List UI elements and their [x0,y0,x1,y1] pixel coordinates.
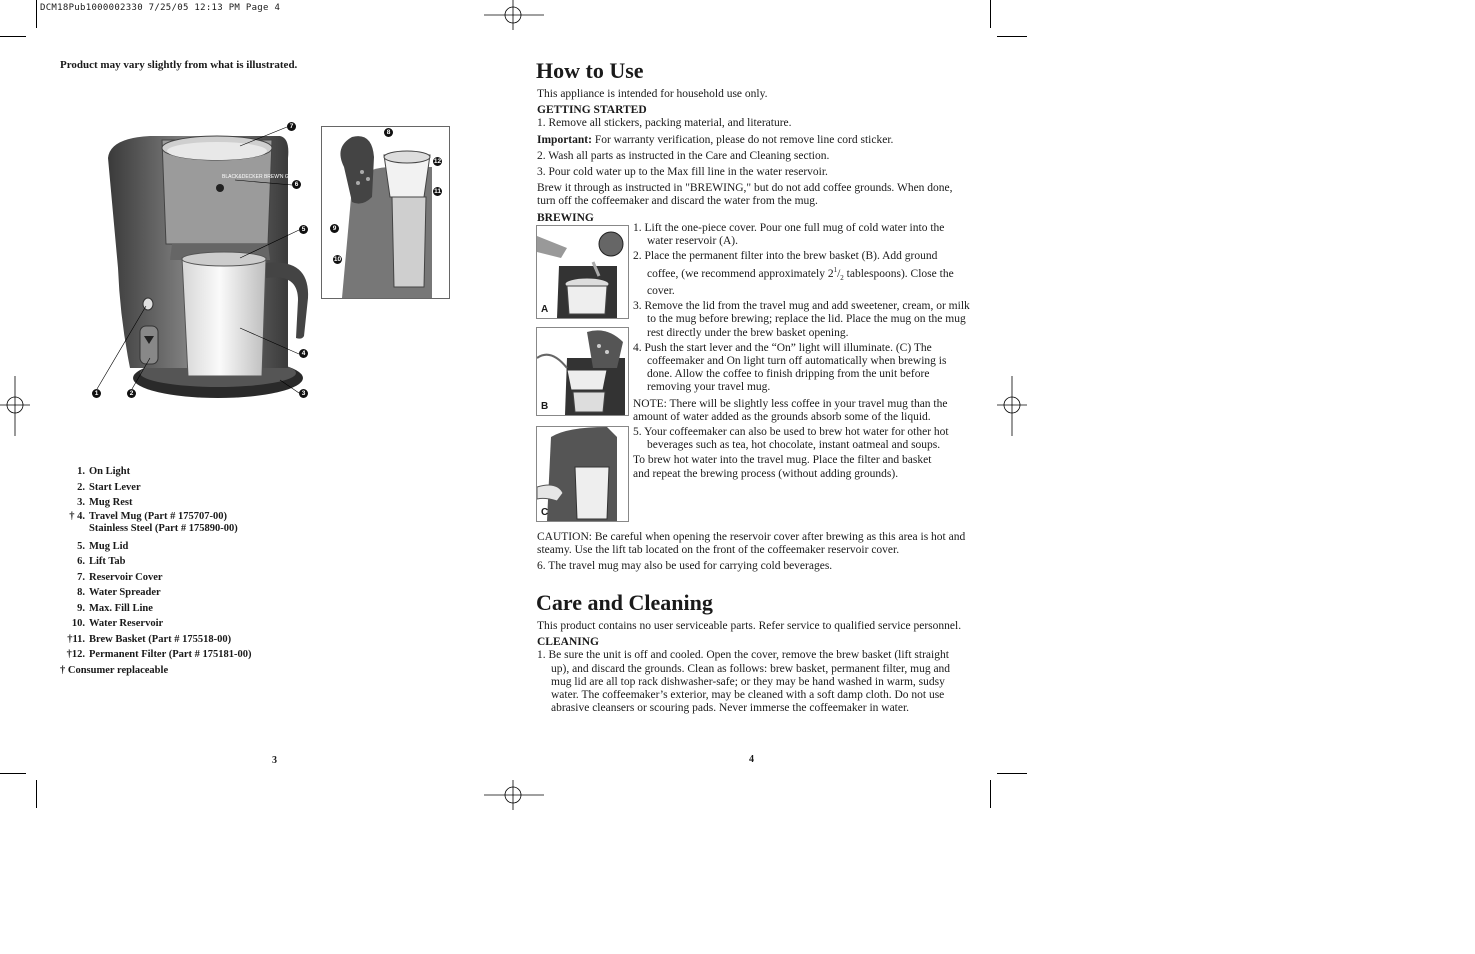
list-item: 10. Water Reservoir [71,618,164,629]
list-item: †12. Permanent Filter (Part # 175181-00) [66,649,252,660]
figure-label: C [541,507,549,518]
figure-b-adding-filter [536,327,629,416]
caution-text: CAUTION: Be careful when opening the reservoir cover after brewing as this area is hot and steamy. Use the lift tab located on the front of the coffeemaker reservoir cover. [537,531,966,557]
cleaning-heading: CLEANING [537,636,599,649]
brewing-steps [633,222,971,481]
caution-section [537,531,969,574]
brewing-note: NOTE: There will be slightly less coffee in your travel mug than the amount of water added as the grounds absorb some of the liquid. [633,397,948,423]
care-and-cleaning-title: Care and Cleaning [536,590,713,615]
brewing-step-6: 6. The travel mug may also be used for carrying cold beverages. [537,560,833,573]
page-number-right: 4 [749,754,754,765]
care-and-cleaning-body [537,620,969,715]
callout-marker: 4 [299,349,308,358]
callout-marker: 7 [287,122,296,131]
important-note: Important: For warranty verification, please do not remove line cord sticker. [537,133,894,146]
crop-mark [0,36,26,37]
brewing-step-1: 1. Lift the one-piece cover. Pour one full mug of cold water into the water reservoir (A). [633,222,945,248]
consumer-replaceable-footnote: † Consumer replaceable [60,665,169,676]
getting-started-brew-note: Brew it through as instructed in "BREWING," but do not add coffee grounds. When done, turn off the coffeemaker and discard the water from the mug. [537,182,953,208]
getting-started-heading: GETTING STARTED [537,104,647,117]
brand-logo: BLACK&DECKER BREW'N GO [222,174,293,180]
cleaning-step-1: 1. Be sure the unit is off and cooled. Open the cover, remove the brew basket (lift straight up), and discard the grounds. Clean as follows: brew basket, permanent filter, mug and mug lid are all top rack dishwasher-safe; or they may be hand washed in warm, sudsy water. The coffeemaker’s exterior, may be cleaned with a soft damp cloth. Do not use abrasive cleansers or scouring pads. Never immerse the coffeemaker in water. [537,649,951,715]
brewing-step-3: 3. Remove the lid from the travel mug and add sweetener, cream, or milk to the mug before brewing; replace the lid. Place the mug on the mug rest directly under the brew basket opening. [633,300,970,339]
figure-a-pouring-water [536,225,629,319]
hot-water-instructions: To brew hot water into the travel mug. Place the filter and basket and repeat the brewing process (without adding grounds). [633,454,932,480]
callout-marker: 1 [92,389,101,398]
figure-label: A [541,304,549,315]
callout-marker: 2 [127,389,136,398]
crop-mark [36,0,37,28]
list-item: 5. Mug Lid [77,540,129,552]
figure-label: B [541,401,549,412]
intro-text: This appliance is intended for household use only. [537,88,768,100]
registration-mark-icon [0,376,30,436]
callout-marker: 9 [330,224,339,233]
brewing-step-2: 2. Place the permanent filter into the brew basket (B). Add ground coffee, (we recommend approximately $2^1/_2$ tablespoons). Close the cover. [633,250,954,297]
registration-mark-icon [997,376,1027,436]
leader-lines [90,118,320,410]
reservoir-inset-illustration [321,126,450,299]
crop-mark [997,773,1027,774]
getting-started-step-1: 1. Remove all stickers, packing material, and literature. [537,117,792,130]
brewing-step-5: 5. Your coffeemaker can also be used to brew hot water for other hot beverages such as tea, hot chocolate, instant oatmeal and soups. [633,425,949,452]
parts-list [55,464,335,663]
brewing-step-4: 4. Push the start lever and the “On” light will illuminate. (C) The coffeemaker and On light turn off automatically when brewing is done. Allow the coffee to finish dripping from the unit before removing your travel mug. [633,341,947,394]
callout-marker: 11 [434,188,441,195]
callout-marker: 6 [292,180,301,189]
list-item: 7. Reservoir Cover [77,571,163,583]
care-intro: This product contains no user serviceable parts. Refer service to qualified service personnel. [537,620,962,632]
list-item: 2. Start Lever [77,481,141,493]
callout-marker: 3 [299,389,308,398]
callout-marker: 10 [333,256,342,263]
print-slug: DCM18Pub1000002330 7/25/05 12:13 PM Page 4 [40,3,281,13]
callout-marker: 5 [299,225,308,234]
callout-marker: 8 [384,128,393,137]
list-item: 8. Water Spreader [77,587,161,598]
list-item: 1. On Light [77,466,131,477]
crop-mark [0,773,26,774]
registration-mark-icon [484,780,544,810]
list-item: † 4. Travel Mug (Part # 175707-00) Stainless Steel (Part # 175890-00) [69,510,238,534]
figure-c-start-lever [536,426,629,522]
how-to-use-title: How to Use [536,58,644,83]
list-item: †11. Brew Basket (Part # 175518-00) [67,633,232,645]
page-number-left: 3 [272,755,277,766]
crop-mark [997,36,1027,37]
callout-marker: 12 [433,158,442,165]
how-to-use-body [537,88,969,225]
crop-mark [990,0,991,28]
list-item: 3. Mug Rest [77,497,133,508]
crop-mark [990,780,991,808]
crop-mark [36,780,37,808]
registration-mark-icon [484,0,544,30]
getting-started-step-2: 2. Wash all parts as instructed in the Care and Cleaning section. [537,149,830,162]
brewing-heading: BREWING [537,211,594,224]
product-variation-note: Product may vary slightly from what is illustrated. [60,59,298,71]
list-item: 9. Max. Fill Line [77,602,153,614]
getting-started-step-3: 3. Pour cold water up to the Max fill line in the water reservoir. [537,166,828,179]
list-item: 6. Lift Tab [77,556,126,567]
